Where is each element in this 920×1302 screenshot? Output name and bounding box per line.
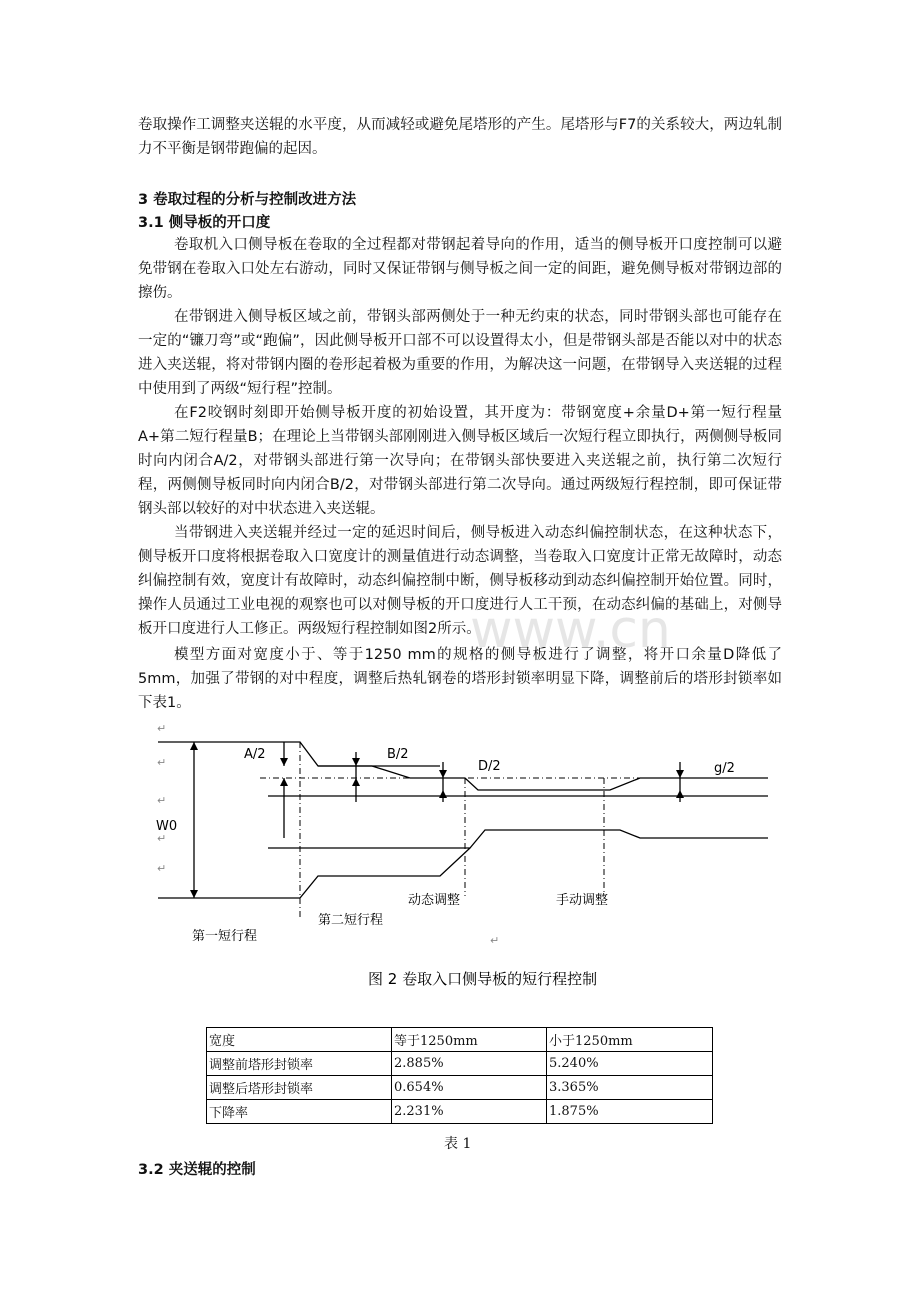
paragraph-side-guide-3: 在F2咬钢时刻即开始侧导板开度的初始设置，其开度为：带钢宽度+余量D+第一短行程量A+第二短行程量B；在理论上当带钢头部刚刚进入侧导板区域后一次短行程立即执行，两侧侧导板同时向内闭合A/2，对带钢头部进行第一次导向；在带钢头部快要进入夹送辊之前，执行第二次短行程，两侧侧导板同时向内闭合B/2，对带钢头部进行第二次导向。通过两级短行程控制，即可保证带钢头部以较好的对中状态进入夹送辊。	[138, 405, 782, 517]
label-manual-adjust: 手动调整	[556, 893, 609, 908]
section-heading-3: 3 卷取过程的分析与控制改进方法	[138, 192, 357, 208]
figure-caption: 图 2 卷取入口侧导板的短行程控制	[368, 970, 598, 988]
label-dynamic-adjust: 动态调整	[408, 893, 461, 908]
table-cell: 宽度	[207, 1028, 392, 1052]
table-row	[207, 1100, 713, 1124]
section-heading-3-1: 3.1 侧导板的开口度	[138, 215, 271, 231]
paragraph-side-guide-1: 卷取机入口侧导板在卷取的全过程都对带钢起着导向的作用，适当的侧导板开口度控制可以避免带钢在卷取入口处左右游动，同时又保证带钢与侧导板之间一定的间距，避免侧导板对带钢边部的擦伤。	[138, 237, 782, 301]
label-d2: D/2	[478, 759, 501, 774]
paragraph-mark: ↵	[157, 832, 167, 845]
label-a2: A/2	[244, 747, 266, 762]
table-row	[207, 1052, 713, 1076]
paragraph-side-guide-4: 当带钢进入夹送辊并经过一定的延迟时间后，侧导板进入动态纠偏控制状态，在这种状态下，侧导板开口度将根据卷取入口宽度计的测量值进行动态调整，当卷取入口宽度计正常无故障时，动态纠偏控制有效，宽度计有故障时，动态纠偏控制中断，侧导板移动到动态纠偏控制开始位置。同时，操作人员通过工业电视的观察也可以对侧导板的开口度进行人工干预，在动态纠偏的基础上，对侧导板开口度进行人工修正。两级短行程控制如图2所示。	[138, 525, 782, 637]
paragraph-intro: 卷取操作工调整夹送辊的水平度，从而减轻或避免尾塔形的产生。尾塔形与F7的关系较大，两边轧制力不平衡是钢带跑偏的起因。	[138, 117, 782, 157]
table-cell: 调整后塔形封锁率	[207, 1076, 392, 1100]
table-cell: 调整前塔形封锁率	[207, 1052, 392, 1076]
label-first-stroke: 第一短行程	[192, 929, 258, 944]
watermark: www.cn	[470, 600, 671, 660]
table-row	[207, 1028, 713, 1052]
table-cell: 小于1250mm	[547, 1028, 713, 1052]
table-cell: 2.885%	[392, 1052, 547, 1076]
table-cell: 1.875%	[547, 1100, 713, 1124]
label-second-stroke: 第二短行程	[318, 913, 384, 928]
paragraph-side-guide-2: 在带钢进入侧导板区域之前，带钢头部两侧处于一种无约束的状态，同时带钢头部也可能存在一定的“镰刀弯”或“跑偏”，因此侧导板开口部不可以设置得太小，但是带钢头部是否能以对中的状态进入夹送辊，将对带钢内圈的卷形起着极为重要的作用，为解决这一问题，在带钢导入夹送辊的过程中使用到了两级“短行程”控制。	[138, 309, 782, 397]
section-heading-3-2: 3.2 夹送辊的控制	[138, 1162, 256, 1178]
table-cell: 3.365%	[547, 1076, 713, 1100]
label-b2: B/2	[387, 747, 409, 762]
paragraph-mark: ↵	[157, 756, 167, 769]
data-table	[206, 1027, 713, 1124]
label-g2: g/2	[714, 761, 735, 776]
short-stroke-diagram	[0, 718, 920, 1018]
table-cell: 等于1250mm	[392, 1028, 547, 1052]
paragraph-mark: ↵	[490, 934, 500, 947]
table-caption: 表 1	[444, 1136, 472, 1152]
table-row	[207, 1076, 713, 1100]
paragraph-mark: ↵	[157, 862, 167, 875]
table-cell: 2.231%	[392, 1100, 547, 1124]
table-cell: 下降率	[207, 1100, 392, 1124]
label-w0: W0	[156, 819, 178, 834]
paragraph-mark: ↵	[157, 794, 167, 807]
guide-lower-inner	[268, 830, 768, 848]
paragraph-mark: ↵	[157, 722, 167, 735]
paragraph-side-guide-5: 模型方面对宽度小于、等于1250 mm的规格的侧导板进行了调整，将开口余量D降低了5mm，加强了带钢的对中程度，调整后热轧钢卷的塔形封锁率明显下降，调整前后的塔形封锁率如下表1。	[138, 647, 782, 711]
guide-lower-outer	[158, 848, 470, 898]
table-cell: 0.654%	[392, 1076, 547, 1100]
table-cell: 5.240%	[547, 1052, 713, 1076]
